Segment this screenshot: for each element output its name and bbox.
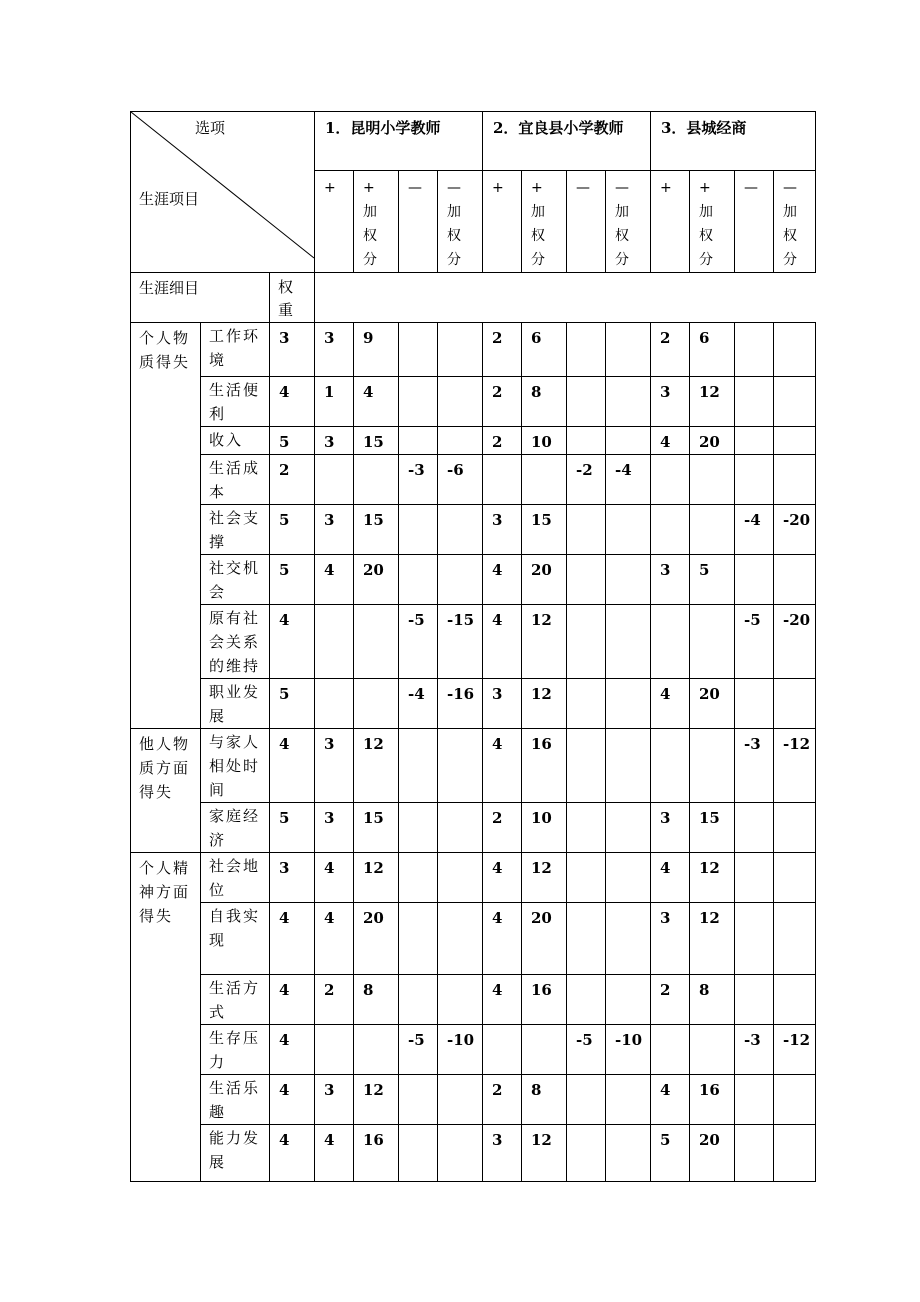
score-cell: 15 <box>354 427 399 455</box>
score-cell <box>567 975 606 1025</box>
score-cell <box>567 555 606 605</box>
group-label: 他人物质方面得失 <box>131 729 201 853</box>
score-cell: -12 <box>774 729 816 803</box>
score-cell <box>354 1025 399 1075</box>
score-cell: -10 <box>606 1025 651 1075</box>
score-cell <box>399 505 438 555</box>
score-cell <box>690 505 735 555</box>
score-cell: 20 <box>522 903 567 975</box>
career-detail-name: 社交机会 <box>201 555 270 605</box>
table-row <box>131 377 816 427</box>
score-cell <box>735 853 774 903</box>
score-cell: 2 <box>651 975 690 1025</box>
score-cell: 15 <box>522 505 567 555</box>
sign-header-3-1: + <box>651 171 690 273</box>
score-cell <box>567 505 606 555</box>
score-cell <box>567 729 606 803</box>
score-cell: -5 <box>567 1025 606 1075</box>
sign-header-2-4: — 加 权 分 <box>606 171 651 273</box>
score-cell <box>567 1125 606 1182</box>
score-cell: 12 <box>522 1125 567 1182</box>
career-decision-table <box>130 111 816 1182</box>
career-detail-name: 家庭经济 <box>201 803 270 853</box>
weight-cell: 4 <box>270 605 315 679</box>
score-cell <box>735 323 774 377</box>
weight-cell: 5 <box>270 505 315 555</box>
sign-header-2-3: — <box>567 171 606 273</box>
score-cell: 12 <box>354 1075 399 1125</box>
score-cell: -12 <box>774 1025 816 1075</box>
score-cell <box>438 853 483 903</box>
score-cell <box>399 377 438 427</box>
score-cell: 12 <box>522 605 567 679</box>
score-cell <box>399 975 438 1025</box>
score-cell <box>774 555 816 605</box>
table-row <box>131 853 816 903</box>
score-cell <box>735 679 774 729</box>
score-cell: 20 <box>690 427 735 455</box>
sign-header-2-2: + 加 权 分 <box>522 171 567 273</box>
score-cell: -3 <box>735 729 774 803</box>
table-row <box>131 1075 816 1125</box>
score-cell <box>567 605 606 679</box>
score-cell <box>315 679 354 729</box>
score-cell: -10 <box>438 1025 483 1075</box>
score-cell: 5 <box>651 1125 690 1182</box>
score-cell <box>483 1025 522 1075</box>
score-cell <box>735 377 774 427</box>
score-cell <box>606 427 651 455</box>
score-cell: 3 <box>315 323 354 377</box>
score-cell <box>483 455 522 505</box>
table-row <box>131 455 816 505</box>
score-cell: 4 <box>483 975 522 1025</box>
score-cell: -16 <box>438 679 483 729</box>
weight-cell: 5 <box>270 803 315 853</box>
score-cell: 12 <box>354 729 399 803</box>
table-row <box>131 1025 816 1075</box>
score-cell: 12 <box>690 377 735 427</box>
score-cell: -20 <box>774 505 816 555</box>
score-cell <box>567 1075 606 1125</box>
score-cell <box>567 903 606 975</box>
score-cell: 12 <box>522 853 567 903</box>
score-cell: 6 <box>690 323 735 377</box>
score-cell: 3 <box>483 679 522 729</box>
table-row <box>131 1125 816 1182</box>
score-cell <box>651 455 690 505</box>
score-cell: 3 <box>315 1075 354 1125</box>
score-cell: -4 <box>735 505 774 555</box>
score-cell: 4 <box>354 377 399 427</box>
score-cell <box>774 975 816 1025</box>
weight-cell: 5 <box>270 679 315 729</box>
score-cell: 2 <box>483 377 522 427</box>
score-cell <box>735 803 774 853</box>
score-cell <box>651 505 690 555</box>
score-cell <box>438 323 483 377</box>
weight-cell: 4 <box>270 729 315 803</box>
score-cell: 8 <box>522 1075 567 1125</box>
score-cell <box>774 323 816 377</box>
score-cell <box>651 1025 690 1075</box>
score-cell: 2 <box>483 427 522 455</box>
sign-header-2-1: + <box>483 171 522 273</box>
score-cell <box>438 555 483 605</box>
career-detail-name: 社会支撑 <box>201 505 270 555</box>
score-cell: 12 <box>522 679 567 729</box>
weight-cell: 4 <box>270 1125 315 1182</box>
score-cell <box>399 903 438 975</box>
score-cell: 4 <box>651 427 690 455</box>
career-detail-name: 工作环境 <box>201 323 270 377</box>
score-cell: 2 <box>651 323 690 377</box>
score-cell: 3 <box>651 903 690 975</box>
score-cell <box>606 555 651 605</box>
career-detail-name: 生活方式 <box>201 975 270 1025</box>
score-cell <box>399 427 438 455</box>
score-cell: 12 <box>690 903 735 975</box>
sign-header-1-2: + 加 权 分 <box>354 171 399 273</box>
score-cell: -20 <box>774 605 816 679</box>
score-cell <box>606 903 651 975</box>
score-cell <box>774 1125 816 1182</box>
weight-cell: 3 <box>270 323 315 377</box>
table-row <box>131 729 816 803</box>
score-cell <box>774 1075 816 1125</box>
score-cell <box>606 505 651 555</box>
score-cell: 4 <box>315 1125 354 1182</box>
score-cell: 4 <box>651 853 690 903</box>
score-cell <box>438 1075 483 1125</box>
score-cell: 6 <box>522 323 567 377</box>
weight-cell: 5 <box>270 427 315 455</box>
weight-cell: 4 <box>270 1075 315 1125</box>
score-cell: 20 <box>354 555 399 605</box>
career-detail-name: 与家人相处时间 <box>201 729 270 803</box>
sign-header-1-4: — 加 权 分 <box>438 171 483 273</box>
career-detail-name: 原有社会关系的维持 <box>201 605 270 679</box>
score-cell <box>522 455 567 505</box>
score-cell <box>774 679 816 729</box>
score-cell: 1 <box>315 377 354 427</box>
score-cell: 3 <box>315 505 354 555</box>
score-cell: 8 <box>522 377 567 427</box>
score-cell: 4 <box>315 903 354 975</box>
career-detail-label: 生涯细目 <box>131 273 270 323</box>
score-cell <box>606 803 651 853</box>
score-cell <box>606 323 651 377</box>
option-header-2: 2．宜良县小学教师 <box>483 112 651 171</box>
score-cell: 4 <box>483 729 522 803</box>
score-cell: -4 <box>399 679 438 729</box>
score-cell: 3 <box>483 505 522 555</box>
career-detail-name: 自我实现 <box>201 903 270 975</box>
sign-header-1-3: — <box>399 171 438 273</box>
score-cell: 3 <box>315 803 354 853</box>
score-cell: 4 <box>483 903 522 975</box>
score-cell: 20 <box>354 903 399 975</box>
score-cell <box>651 729 690 803</box>
score-cell: -15 <box>438 605 483 679</box>
sign-header-3-4: — 加 权 分 <box>774 171 816 273</box>
score-cell <box>354 605 399 679</box>
score-cell: 10 <box>522 427 567 455</box>
score-cell <box>438 427 483 455</box>
career-detail-name: 收入 <box>201 427 270 455</box>
score-cell <box>774 803 816 853</box>
career-detail-name: 职业发展 <box>201 679 270 729</box>
score-cell: 4 <box>651 679 690 729</box>
score-cell: 8 <box>690 975 735 1025</box>
score-cell <box>606 1075 651 1125</box>
score-cell: 4 <box>651 1075 690 1125</box>
weight-cell: 5 <box>270 555 315 605</box>
score-cell <box>774 903 816 975</box>
table-row <box>131 803 816 853</box>
score-cell: 2 <box>483 1075 522 1125</box>
score-cell: 20 <box>690 1125 735 1182</box>
score-cell: 4 <box>315 853 354 903</box>
score-cell <box>438 903 483 975</box>
score-cell <box>567 803 606 853</box>
detail-header-row <box>131 273 816 323</box>
score-cell: 3 <box>483 1125 522 1182</box>
sign-header-1-1: + <box>315 171 354 273</box>
score-cell <box>522 1025 567 1075</box>
score-cell <box>690 729 735 803</box>
score-cell <box>606 679 651 729</box>
score-cell <box>774 455 816 505</box>
score-cell <box>735 555 774 605</box>
score-cell: 12 <box>690 853 735 903</box>
score-cell <box>774 853 816 903</box>
score-cell: 15 <box>690 803 735 853</box>
score-cell <box>399 555 438 605</box>
score-cell: 3 <box>315 729 354 803</box>
options-row <box>131 112 816 171</box>
score-cell <box>438 377 483 427</box>
score-cell: 16 <box>522 975 567 1025</box>
score-cell <box>651 605 690 679</box>
career-detail-name: 生活成本 <box>201 455 270 505</box>
score-cell <box>735 455 774 505</box>
score-cell: 12 <box>354 853 399 903</box>
score-cell: 15 <box>354 803 399 853</box>
score-cell <box>315 605 354 679</box>
score-cell <box>735 1075 774 1125</box>
career-detail-name: 生活乐趣 <box>201 1075 270 1125</box>
score-cell <box>315 455 354 505</box>
score-cell <box>438 803 483 853</box>
table-row <box>131 555 816 605</box>
group-label: 个人精神方面得失 <box>131 853 201 1182</box>
weight-label: 权 重 <box>270 273 315 323</box>
score-cell <box>735 903 774 975</box>
score-cell <box>567 323 606 377</box>
score-cell <box>774 427 816 455</box>
score-cell <box>399 853 438 903</box>
score-cell: 3 <box>315 427 354 455</box>
score-cell: -3 <box>399 455 438 505</box>
score-cell: -3 <box>735 1025 774 1075</box>
score-cell: -5 <box>735 605 774 679</box>
score-cell: 10 <box>522 803 567 853</box>
table-row <box>131 975 816 1025</box>
score-cell: 4 <box>483 555 522 605</box>
score-cell: -5 <box>399 1025 438 1075</box>
career-detail-name: 生活便利 <box>201 377 270 427</box>
sign-header-3-2: + 加 权 分 <box>690 171 735 273</box>
score-cell <box>438 729 483 803</box>
score-cell: 5 <box>690 555 735 605</box>
table-row <box>131 679 816 729</box>
table-row <box>131 505 816 555</box>
weight-cell: 2 <box>270 455 315 505</box>
group-label: 个人物质得失 <box>131 323 201 729</box>
score-cell <box>354 679 399 729</box>
career-detail-name: 生存压力 <box>201 1025 270 1075</box>
score-cell <box>690 455 735 505</box>
score-cell <box>735 1125 774 1182</box>
table-row <box>131 323 816 377</box>
option-header-1: 1．昆明小学教师 <box>315 112 483 171</box>
score-cell <box>690 605 735 679</box>
sign-header-3-3: — <box>735 171 774 273</box>
corner-career-item-label: 生涯项目 <box>139 190 200 208</box>
score-cell <box>606 853 651 903</box>
score-cell: 2 <box>483 323 522 377</box>
weight-cell: 3 <box>270 853 315 903</box>
score-cell: 4 <box>483 853 522 903</box>
table-row <box>131 427 816 455</box>
score-cell <box>567 427 606 455</box>
weight-cell: 4 <box>270 377 315 427</box>
score-cell: 4 <box>315 555 354 605</box>
score-cell: 3 <box>651 803 690 853</box>
score-cell <box>438 1125 483 1182</box>
score-cell <box>606 377 651 427</box>
score-cell <box>735 427 774 455</box>
score-cell <box>354 455 399 505</box>
score-cell: 9 <box>354 323 399 377</box>
score-cell: 2 <box>315 975 354 1025</box>
corner-options-label: 选项 <box>195 119 226 137</box>
score-cell: -5 <box>399 605 438 679</box>
score-cell <box>606 729 651 803</box>
score-cell <box>399 803 438 853</box>
table-row <box>131 605 816 679</box>
score-cell: -2 <box>567 455 606 505</box>
option-header-3: 3．县城经商 <box>651 112 816 171</box>
score-cell: 15 <box>354 505 399 555</box>
score-cell: 3 <box>651 555 690 605</box>
score-cell <box>438 505 483 555</box>
score-cell <box>690 1025 735 1075</box>
score-cell <box>735 975 774 1025</box>
score-cell: 8 <box>354 975 399 1025</box>
score-cell <box>774 377 816 427</box>
score-cell <box>399 729 438 803</box>
score-cell <box>438 975 483 1025</box>
score-cell: 16 <box>690 1075 735 1125</box>
weight-cell: 4 <box>270 903 315 975</box>
score-cell: 4 <box>483 605 522 679</box>
score-cell: 2 <box>483 803 522 853</box>
score-cell <box>315 1025 354 1075</box>
score-cell <box>399 323 438 377</box>
score-cell <box>567 679 606 729</box>
score-cell <box>399 1075 438 1125</box>
score-cell: 20 <box>522 555 567 605</box>
score-cell <box>399 1125 438 1182</box>
score-cell <box>606 1125 651 1182</box>
career-detail-name: 能力发展 <box>201 1125 270 1182</box>
score-cell: -4 <box>606 455 651 505</box>
weight-cell: 4 <box>270 975 315 1025</box>
score-cell <box>606 975 651 1025</box>
score-cell <box>567 853 606 903</box>
score-cell <box>567 377 606 427</box>
score-cell: -6 <box>438 455 483 505</box>
score-cell: 16 <box>354 1125 399 1182</box>
career-detail-name: 社会地位 <box>201 853 270 903</box>
score-cell: 16 <box>522 729 567 803</box>
score-cell <box>606 605 651 679</box>
table-row <box>131 903 816 975</box>
score-cell: 20 <box>690 679 735 729</box>
weight-cell: 4 <box>270 1025 315 1075</box>
header-corner-cell <box>131 112 315 273</box>
score-cell: 3 <box>651 377 690 427</box>
